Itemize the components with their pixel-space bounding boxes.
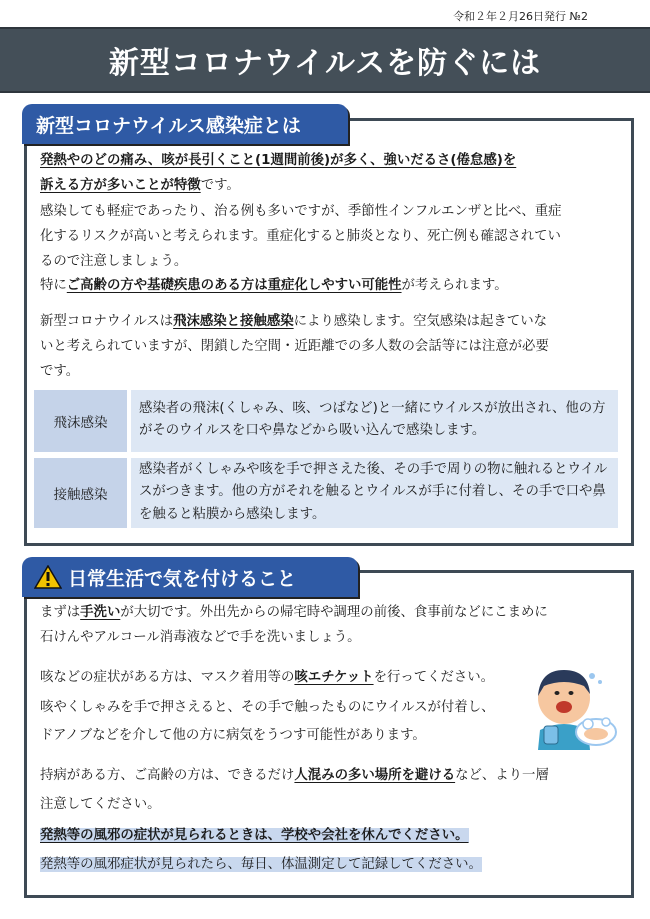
text-span: など、より一層 xyxy=(455,768,549,783)
risk-emphasis: ご高齢の方や基礎疾患のある方は重症化しやすい可能性 xyxy=(66,278,402,293)
row-label-droplet xyxy=(34,390,127,452)
row-text-line: を触ると粘膜から感染します。 xyxy=(139,507,326,522)
paragraph-crowds-l2: 注意してください。 xyxy=(40,797,161,812)
paragraph-transmission-l3: です。 xyxy=(40,364,80,379)
text-span: が考えられます。 xyxy=(401,278,508,293)
text-span: 咳などの症状がある方は、マスク着用等の xyxy=(40,670,295,685)
etiquette-emphasis: 咳エチケット xyxy=(294,670,374,685)
paragraph-handwash-l1 xyxy=(40,604,548,622)
section-daily-heading xyxy=(22,557,358,597)
row-text-line: 感染者の飛沫(くしゃみ、咳、つばなど)と一緒にウイルスが放出され、他の方 xyxy=(139,401,606,416)
issue-date: 令和２年２月26日発行 №2 xyxy=(453,10,588,23)
text-span: です。 xyxy=(200,178,240,193)
paragraph-temperature xyxy=(40,856,482,874)
paragraph-severity-l3: るので注意しましょう。 xyxy=(40,254,188,269)
row-text-droplet xyxy=(131,390,618,452)
paragraph-symptoms-l2 xyxy=(40,177,240,195)
paragraph-symptoms-l1 xyxy=(40,152,516,170)
warning-icon xyxy=(34,565,62,589)
paragraph-etiquette-l2: 咳やくしゃみを手で押さえると、その手で触ったものにウイルスが付着し、 xyxy=(40,700,495,715)
symptoms-emphasis: 発熱やのどの痛み、咳が長引くこと(1週間前後)が多く、強いだるさ(倦怠感)を xyxy=(40,153,517,168)
paragraph-severity-l2: 化するリスクが高いと考えられます。重症化すると肺炎となり、死亡例も確認されてい xyxy=(40,229,561,244)
paragraph-crowds-l1 xyxy=(40,767,549,785)
paragraph-severity-l1: 感染しても軽症であったり、治る例も多いですが、季節性インフルエンザと比べ、重症 xyxy=(40,204,562,219)
text-span: 新型コロナウイルスは xyxy=(40,314,174,329)
paragraph-stay-home xyxy=(40,827,469,845)
text-span: を行ってください。 xyxy=(373,670,495,685)
row-text-line: 感染者がくしゃみや咳を手で押さえた後、その手で周りの物に触れるとウイル xyxy=(139,462,608,477)
transmission-emphasis: 飛沫感染と接触感染 xyxy=(173,314,294,329)
text-span: 持病がある方、ご高齢の方は、できるだけ xyxy=(40,768,295,783)
paragraph-etiquette-l1 xyxy=(40,669,494,687)
symptoms-emphasis-2: 訴える方が多いことが特徴 xyxy=(40,178,201,193)
paragraph-transmission-l1 xyxy=(40,313,547,331)
stay-home-emphasis: 発熱等の風邪の症状が見られるときは、学校や会社を休んでください。 xyxy=(40,828,469,843)
title-banner xyxy=(0,27,650,93)
paragraph-handwash-l2: 石けんやアルコール消毒液などで手を洗いましょう。 xyxy=(40,630,361,645)
row-text-contact xyxy=(131,458,618,528)
section-heading-text: 日常生活で気を付けること xyxy=(68,567,297,590)
text-span: が大切です。外出先からの帰宅時や調理の前後、食事前などにこまめに xyxy=(120,605,548,620)
handwash-emphasis: 手洗い xyxy=(80,605,121,620)
text-span: により感染します。空気感染は起きていな xyxy=(293,314,547,329)
row-text-line: スがつきます。他の方がそれを触るとウイルスが手に付着し、その手で口や鼻 xyxy=(139,484,606,499)
row-text-line: がそのウイルスを口や鼻などから吸い込んで感染します。 xyxy=(139,423,486,438)
coughing-person-illustration xyxy=(530,660,620,750)
temperature-note: 発熱等の風邪症状が見られたら、毎日、体温測定して記録してください。 xyxy=(40,857,482,872)
paragraph-risk xyxy=(40,277,508,295)
section-heading-text: 新型コロナウイルス感染症とは xyxy=(36,114,301,137)
paragraph-etiquette-l3: ドアノブなどを介して他の方に病気をうつす可能性があります。 xyxy=(40,728,426,743)
row-label-text: 接触感染 xyxy=(53,487,108,503)
page-title: 新型コロナウイルスを防ぐには xyxy=(108,46,542,81)
row-label-text: 飛沫感染 xyxy=(53,415,108,431)
crowds-emphasis: 人混みの多い場所を避ける xyxy=(294,768,456,783)
text-span: 特に xyxy=(40,278,67,293)
text-span: まずは xyxy=(40,605,81,620)
row-label-contact xyxy=(34,458,127,528)
paragraph-transmission-l2: いと考えられていますが、閉鎖した空間・近距離での多人数の会話等には注意が必要 xyxy=(40,339,549,354)
section-infection-heading xyxy=(22,104,348,144)
